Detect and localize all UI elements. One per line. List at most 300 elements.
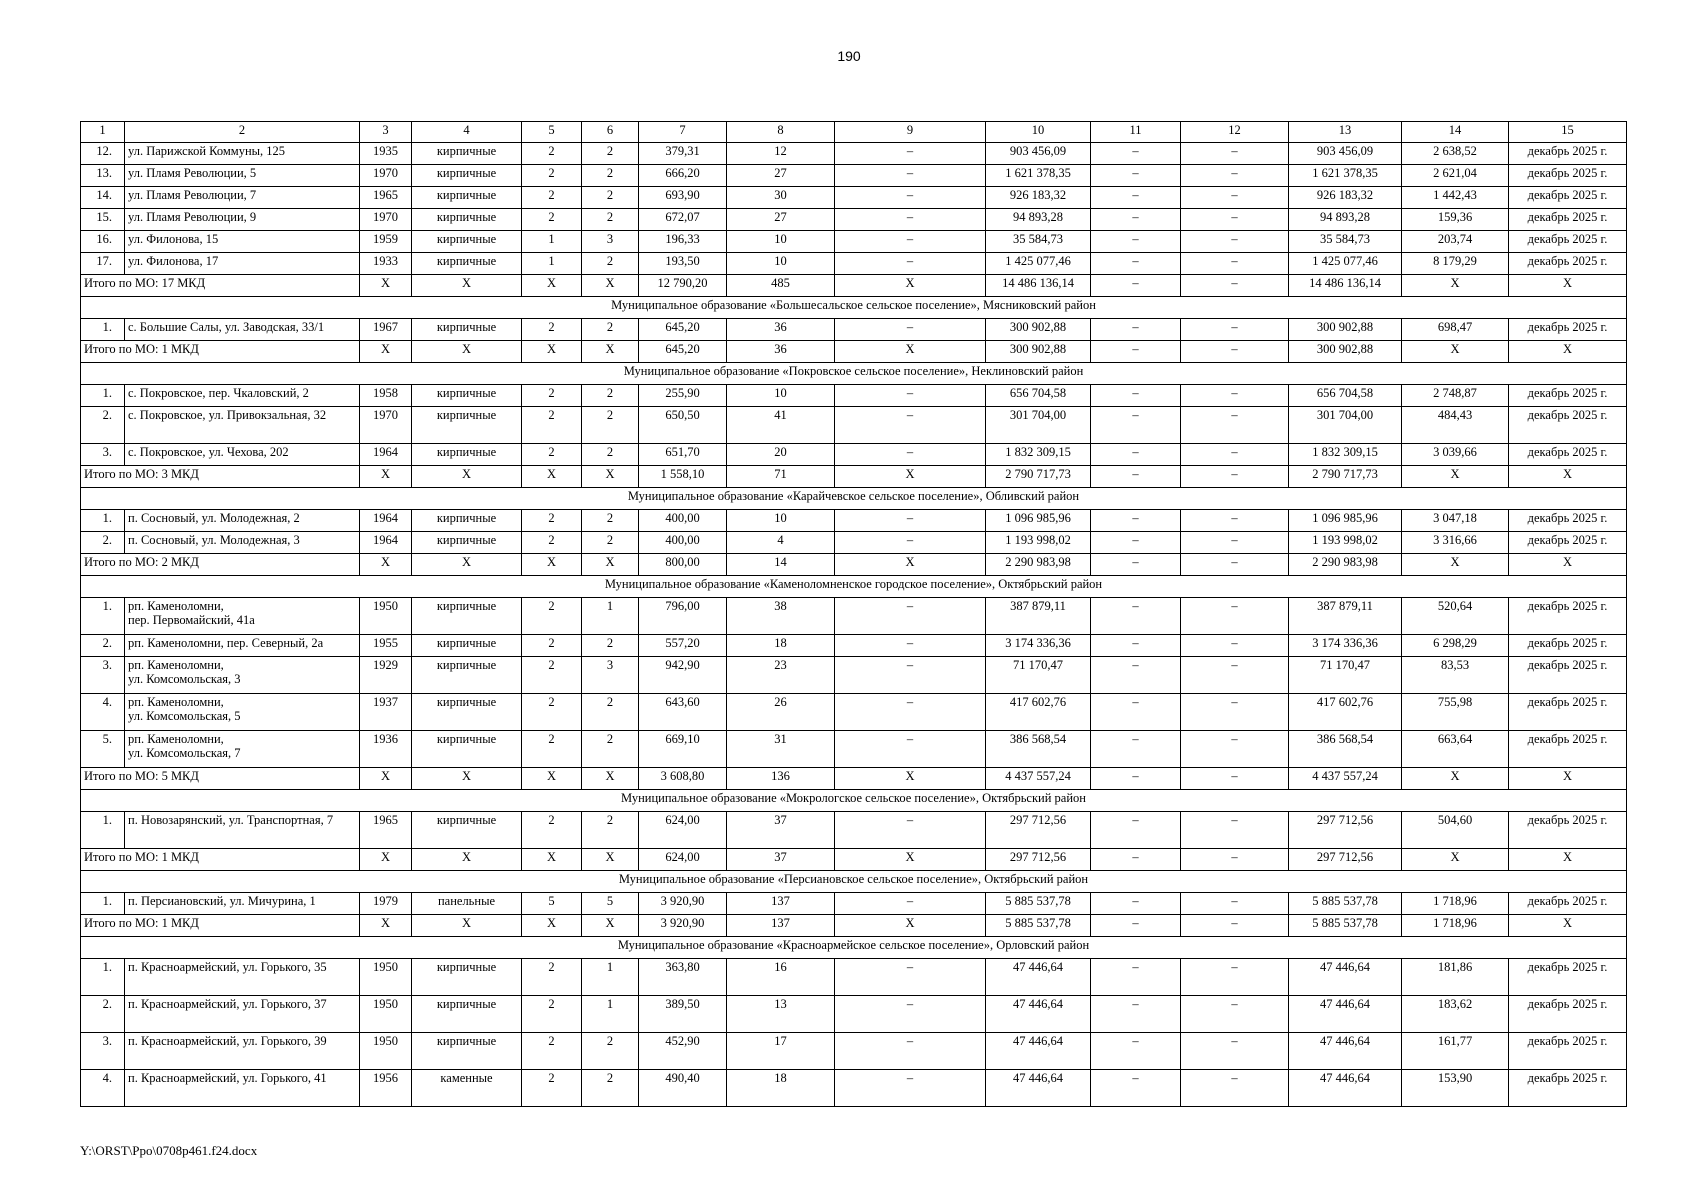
table-cell: декабрь 2025 г. <box>1509 893 1627 915</box>
table-cell: – <box>1181 657 1289 694</box>
table-cell: 2 <box>582 1033 639 1070</box>
table-cell: 2 <box>522 510 582 532</box>
table-cell: 1929 <box>360 657 412 694</box>
table-cell: 903 456,09 <box>1289 143 1402 165</box>
row-number: 14. <box>81 187 125 209</box>
table-cell: 2 <box>522 996 582 1033</box>
column-header: 9 <box>835 122 986 143</box>
table-cell: 27 <box>727 165 835 187</box>
total-cell: X <box>1509 275 1627 297</box>
total-cell: – <box>1091 915 1181 937</box>
total-cell: X <box>412 275 522 297</box>
row-number: 1. <box>81 598 125 635</box>
total-label: Итого по МО: 1 МКД <box>81 915 360 937</box>
table-cell: 1950 <box>360 598 412 635</box>
total-cell: – <box>1091 849 1181 871</box>
table-cell: 2 <box>522 598 582 635</box>
column-header: 15 <box>1509 122 1627 143</box>
total-cell: 3 608,80 <box>639 768 727 790</box>
table-cell: декабрь 2025 г. <box>1509 635 1627 657</box>
table-cell: 203,74 <box>1402 231 1509 253</box>
table-cell: кирпичные <box>412 510 522 532</box>
row-number: 17. <box>81 253 125 275</box>
table-cell: – <box>835 731 986 768</box>
table-cell: панельные <box>412 893 522 915</box>
section-row <box>81 576 1627 598</box>
table-cell: – <box>1091 731 1181 768</box>
table-cell: 10 <box>727 385 835 407</box>
table-cell: – <box>1181 385 1289 407</box>
table-cell: 41 <box>727 407 835 444</box>
total-cell: X <box>1509 915 1627 937</box>
table-cell: – <box>1091 635 1181 657</box>
total-cell: – <box>1181 466 1289 488</box>
table-cell: – <box>1091 959 1181 996</box>
table-cell: 1 193 998,02 <box>1289 532 1402 554</box>
total-cell: – <box>1091 466 1181 488</box>
table-cell: – <box>835 893 986 915</box>
table-cell: 161,77 <box>1402 1033 1509 1070</box>
section-title: Муниципальное образование «Карайчевское сельское поселение», Обливский район <box>81 488 1627 510</box>
total-cell: 3 920,90 <box>639 915 727 937</box>
table-cell: 942,90 <box>639 657 727 694</box>
total-cell: X <box>835 849 986 871</box>
table-cell: 2 <box>582 731 639 768</box>
table-cell: – <box>1181 1070 1289 1107</box>
total-cell: 1 718,96 <box>1402 915 1509 937</box>
table-cell: – <box>1181 996 1289 1033</box>
table-row <box>81 444 1627 466</box>
table-cell: кирпичные <box>412 959 522 996</box>
table-cell: 645,20 <box>639 319 727 341</box>
table-cell: декабрь 2025 г. <box>1509 253 1627 275</box>
table-cell: 1950 <box>360 959 412 996</box>
table-cell: 5 <box>582 893 639 915</box>
table-cell: 31 <box>727 731 835 768</box>
table-cell: 94 893,28 <box>986 209 1091 231</box>
section-title: Муниципальное образование «Персиановское сельское поселение», Октябрьский район <box>81 871 1627 893</box>
table-row <box>81 209 1627 231</box>
table-cell: – <box>1091 1033 1181 1070</box>
table-cell: 379,31 <box>639 143 727 165</box>
address-cell: п. Красноармейский, ул. Горького, 39 <box>125 1033 360 1070</box>
table-cell: 47 446,64 <box>986 1070 1091 1107</box>
table-cell: 1 425 077,46 <box>1289 253 1402 275</box>
table-row <box>81 510 1627 532</box>
section-row <box>81 297 1627 319</box>
table-cell: – <box>1091 996 1181 1033</box>
table-cell: 650,50 <box>639 407 727 444</box>
table-cell: 6 298,29 <box>1402 635 1509 657</box>
table-cell: – <box>835 143 986 165</box>
total-row <box>81 554 1627 576</box>
table-cell: – <box>835 231 986 253</box>
table-cell: 12 <box>727 143 835 165</box>
table-cell: 2 <box>522 694 582 731</box>
address-cell: п. Сосновый, ул. Молодежная, 3 <box>125 532 360 554</box>
table-cell: 1936 <box>360 731 412 768</box>
total-cell: X <box>360 915 412 937</box>
table-cell: 557,20 <box>639 635 727 657</box>
total-cell: 14 486 136,14 <box>1289 275 1402 297</box>
row-number: 12. <box>81 143 125 165</box>
table-cell: 1935 <box>360 143 412 165</box>
table-cell: 1 096 985,96 <box>1289 510 1402 532</box>
total-cell: X <box>412 341 522 363</box>
table-cell: 386 568,54 <box>986 731 1091 768</box>
table-cell: 666,20 <box>639 165 727 187</box>
section-title: Муниципальное образование «Красноармейское сельское поселение», Орловский район <box>81 937 1627 959</box>
table-cell: 1979 <box>360 893 412 915</box>
address-cell: ул. Филонова, 15 <box>125 231 360 253</box>
total-cell: X <box>582 554 639 576</box>
table-cell: – <box>1181 165 1289 187</box>
column-header: 10 <box>986 122 1091 143</box>
total-cell: X <box>835 554 986 576</box>
total-cell: X <box>412 554 522 576</box>
total-cell: 800,00 <box>639 554 727 576</box>
total-cell: X <box>360 341 412 363</box>
address-cell: п. Красноармейский, ул. Горького, 41 <box>125 1070 360 1107</box>
total-cell: – <box>1091 275 1181 297</box>
table-cell: 5 885 537,78 <box>1289 893 1402 915</box>
total-cell: 297 712,56 <box>986 849 1091 871</box>
table-cell: – <box>835 532 986 554</box>
table-cell: 520,64 <box>1402 598 1509 635</box>
section-title: Муниципальное образование «Большесальское сельское поселение», Мясниковский район <box>81 297 1627 319</box>
total-cell: 300 902,88 <box>986 341 1091 363</box>
total-cell: 2 290 983,98 <box>986 554 1091 576</box>
total-label: Итого по МО: 3 МКД <box>81 466 360 488</box>
total-cell: X <box>582 849 639 871</box>
table-cell: – <box>1181 510 1289 532</box>
table-cell: кирпичные <box>412 598 522 635</box>
table-cell: – <box>835 635 986 657</box>
table-cell: 1964 <box>360 532 412 554</box>
table-cell: 2 <box>522 657 582 694</box>
total-cell: X <box>835 915 986 937</box>
row-number: 1. <box>81 385 125 407</box>
table-cell: – <box>835 996 986 1033</box>
table-cell: декабрь 2025 г. <box>1509 209 1627 231</box>
total-cell: X <box>522 554 582 576</box>
table-cell: – <box>835 187 986 209</box>
total-cell: 71 <box>727 466 835 488</box>
table-cell: 2 <box>582 694 639 731</box>
table-cell: 47 446,64 <box>986 996 1091 1033</box>
total-cell: X <box>1509 341 1627 363</box>
total-cell: X <box>522 768 582 790</box>
table-cell: 2 <box>582 1070 639 1107</box>
table-cell: кирпичные <box>412 731 522 768</box>
table-cell: 2 <box>522 959 582 996</box>
section-row <box>81 871 1627 893</box>
table-cell: – <box>835 165 986 187</box>
row-number: 15. <box>81 209 125 231</box>
total-cell: – <box>1181 275 1289 297</box>
table-cell: 36 <box>727 319 835 341</box>
table-cell: 3 174 336,36 <box>1289 635 1402 657</box>
total-row <box>81 915 1627 937</box>
table-cell: 417 602,76 <box>1289 694 1402 731</box>
table-cell: 255,90 <box>639 385 727 407</box>
table-cell: 300 902,88 <box>1289 319 1402 341</box>
table-cell: – <box>1091 694 1181 731</box>
table-cell: 484,43 <box>1402 407 1509 444</box>
housing-table <box>80 121 1627 1107</box>
table-cell: декабрь 2025 г. <box>1509 165 1627 187</box>
column-header: 7 <box>639 122 727 143</box>
table-cell: – <box>1181 407 1289 444</box>
table-cell: 1 621 378,35 <box>986 165 1091 187</box>
table-cell: 47 446,64 <box>1289 1070 1402 1107</box>
table-cell: 2 <box>582 319 639 341</box>
address-cell: ул. Парижской Коммуны, 125 <box>125 143 360 165</box>
table-cell: 926 183,32 <box>986 187 1091 209</box>
table-cell: 2 <box>582 187 639 209</box>
table-cell: 10 <box>727 510 835 532</box>
table-cell: 1 832 309,15 <box>986 444 1091 466</box>
table-cell: – <box>835 959 986 996</box>
table-cell: 656 704,58 <box>986 385 1091 407</box>
table-cell: 386 568,54 <box>1289 731 1402 768</box>
table-cell: декабрь 2025 г. <box>1509 319 1627 341</box>
table-cell: – <box>1181 731 1289 768</box>
table-cell: – <box>835 510 986 532</box>
table-cell: 2 <box>582 444 639 466</box>
total-cell: X <box>1509 768 1627 790</box>
table-cell: – <box>1181 231 1289 253</box>
address-cell: п. Персиановский, ул. Мичурина, 1 <box>125 893 360 915</box>
row-number: 2. <box>81 635 125 657</box>
table-cell: – <box>1091 319 1181 341</box>
total-cell: – <box>1181 341 1289 363</box>
table-cell: кирпичные <box>412 694 522 731</box>
column-header: 2 <box>125 122 360 143</box>
table-cell: – <box>1091 209 1181 231</box>
address-cell: с. Покровское, пер. Чкаловский, 2 <box>125 385 360 407</box>
column-header: 14 <box>1402 122 1509 143</box>
header-row <box>81 122 1627 143</box>
table-cell: 10 <box>727 231 835 253</box>
table-cell: 1 <box>582 598 639 635</box>
column-header: 13 <box>1289 122 1402 143</box>
section-title: Муниципальное образование «Покровское сельское поселение», Неклиновский район <box>81 363 1627 385</box>
table-cell: декабрь 2025 г. <box>1509 510 1627 532</box>
table-cell: 301 704,00 <box>986 407 1091 444</box>
address-cell: с. Покровское, ул. Чехова, 202 <box>125 444 360 466</box>
total-cell: 14 486 136,14 <box>986 275 1091 297</box>
table-cell: – <box>1091 532 1181 554</box>
table-row <box>81 635 1627 657</box>
table-cell: 1950 <box>360 1033 412 1070</box>
table-cell: – <box>1091 1070 1181 1107</box>
address-cell: ул. Филонова, 17 <box>125 253 360 275</box>
table-row <box>81 657 1627 694</box>
table-row <box>81 812 1627 849</box>
table-cell: декабрь 2025 г. <box>1509 694 1627 731</box>
address-cell: рп. Каменоломни, пер. Северный, 2а <box>125 635 360 657</box>
table-cell: 1967 <box>360 319 412 341</box>
table-row <box>81 996 1627 1033</box>
table-cell: 71 170,47 <box>1289 657 1402 694</box>
total-cell: 137 <box>727 915 835 937</box>
section-row <box>81 488 1627 510</box>
table-cell: 2 <box>582 385 639 407</box>
table-row <box>81 959 1627 996</box>
table-cell: – <box>1091 598 1181 635</box>
table-cell: – <box>1181 532 1289 554</box>
table-row <box>81 319 1627 341</box>
address-cell: с. Большие Салы, ул. Заводская, 33/1 <box>125 319 360 341</box>
table-cell: 1965 <box>360 187 412 209</box>
table-cell: 297 712,56 <box>986 812 1091 849</box>
table-cell: кирпичные <box>412 253 522 275</box>
table-cell: кирпичные <box>412 165 522 187</box>
page-number: 190 <box>837 48 861 64</box>
address-cell: рп. Каменоломни, ул. Комсомольская, 7 <box>125 731 360 768</box>
total-cell: 2 790 717,73 <box>1289 466 1402 488</box>
table-cell: 300 902,88 <box>986 319 1091 341</box>
total-cell: X <box>835 768 986 790</box>
total-row <box>81 275 1627 297</box>
total-cell: X <box>582 275 639 297</box>
total-cell: X <box>835 466 986 488</box>
table-cell: 1 <box>582 959 639 996</box>
address-cell: п. Сосновый, ул. Молодежная, 2 <box>125 510 360 532</box>
table-cell: 3 <box>582 231 639 253</box>
total-cell: 300 902,88 <box>1289 341 1402 363</box>
table-cell: 1970 <box>360 407 412 444</box>
table-cell: кирпичные <box>412 812 522 849</box>
table-row <box>81 1070 1627 1107</box>
table-cell: 1933 <box>360 253 412 275</box>
table-cell: 8 179,29 <box>1402 253 1509 275</box>
total-cell: 5 885 537,78 <box>1289 915 1402 937</box>
table-cell: декабрь 2025 г. <box>1509 187 1627 209</box>
table-cell: 698,47 <box>1402 319 1509 341</box>
total-cell: 37 <box>727 849 835 871</box>
table-cell: 1 <box>522 253 582 275</box>
table-cell: 20 <box>727 444 835 466</box>
table-cell: – <box>835 407 986 444</box>
column-header: 8 <box>727 122 835 143</box>
table-cell: декабрь 2025 г. <box>1509 959 1627 996</box>
table-cell: – <box>1091 165 1181 187</box>
table-cell: кирпичные <box>412 187 522 209</box>
total-label: Итого по МО: 17 МКД <box>81 275 360 297</box>
table-cell: 2 <box>582 510 639 532</box>
table-cell: декабрь 2025 г. <box>1509 598 1627 635</box>
table-cell: декабрь 2025 г. <box>1509 1033 1627 1070</box>
total-cell: X <box>1509 554 1627 576</box>
table-cell: 23 <box>727 657 835 694</box>
table-cell: 47 446,64 <box>1289 959 1402 996</box>
table-cell: кирпичные <box>412 143 522 165</box>
table-cell: – <box>1181 319 1289 341</box>
table-cell: кирпичные <box>412 385 522 407</box>
table-cell: 2 <box>522 812 582 849</box>
total-cell: – <box>1091 554 1181 576</box>
row-number: 1. <box>81 510 125 532</box>
table-cell: 83,53 <box>1402 657 1509 694</box>
table-cell: – <box>1091 657 1181 694</box>
table-cell: 1 <box>582 996 639 1033</box>
table-cell: – <box>835 1070 986 1107</box>
table-cell: – <box>1091 893 1181 915</box>
table-cell: кирпичные <box>412 635 522 657</box>
table-cell: – <box>835 657 986 694</box>
table-cell: 672,07 <box>639 209 727 231</box>
total-cell: X <box>1509 466 1627 488</box>
total-cell: 14 <box>727 554 835 576</box>
table-cell: 926 183,32 <box>1289 187 1402 209</box>
table-cell: декабрь 2025 г. <box>1509 812 1627 849</box>
table-cell: 18 <box>727 1070 835 1107</box>
table-cell: декабрь 2025 г. <box>1509 385 1627 407</box>
table-cell: 2 <box>522 1070 582 1107</box>
table-row <box>81 1033 1627 1070</box>
table-cell: 1965 <box>360 812 412 849</box>
table-cell: 389,50 <box>639 996 727 1033</box>
table-row <box>81 385 1627 407</box>
table-cell: 2 <box>522 444 582 466</box>
table-cell: 656 704,58 <box>1289 385 1402 407</box>
row-number: 2. <box>81 996 125 1033</box>
total-cell: 485 <box>727 275 835 297</box>
table-cell: 643,60 <box>639 694 727 731</box>
total-cell: X <box>360 275 412 297</box>
table-cell: 3 920,90 <box>639 893 727 915</box>
total-cell: X <box>835 341 986 363</box>
table-cell: 1970 <box>360 209 412 231</box>
table-cell: – <box>1091 253 1181 275</box>
table-cell: 400,00 <box>639 532 727 554</box>
table-cell: 2 <box>582 407 639 444</box>
column-header: 11 <box>1091 122 1181 143</box>
table-cell: 2 <box>582 635 639 657</box>
table-cell: 693,90 <box>639 187 727 209</box>
total-cell: X <box>522 341 582 363</box>
table-cell: декабрь 2025 г. <box>1509 1070 1627 1107</box>
table-cell: 3 316,66 <box>1402 532 1509 554</box>
row-number: 4. <box>81 1070 125 1107</box>
total-cell: X <box>1402 341 1509 363</box>
table-cell: 1964 <box>360 510 412 532</box>
section-title: Муниципальное образование «Каменоломненское городское поселение», Октябрьский район <box>81 576 1627 598</box>
table-row <box>81 598 1627 635</box>
table-cell: 796,00 <box>639 598 727 635</box>
table-cell: – <box>1181 694 1289 731</box>
table-cell: – <box>1091 444 1181 466</box>
table-cell: 1 718,96 <box>1402 893 1509 915</box>
table-cell: 27 <box>727 209 835 231</box>
table-cell: 5 885 537,78 <box>986 893 1091 915</box>
table-cell: – <box>835 319 986 341</box>
table-row <box>81 731 1627 768</box>
row-number: 16. <box>81 231 125 253</box>
total-cell: X <box>360 466 412 488</box>
total-cell: X <box>1402 275 1509 297</box>
total-cell: X <box>522 915 582 937</box>
table-cell: 2 <box>582 209 639 231</box>
table-cell: 417 602,76 <box>986 694 1091 731</box>
total-label: Итого по МО: 2 МКД <box>81 554 360 576</box>
section-row <box>81 363 1627 385</box>
table-cell: 651,70 <box>639 444 727 466</box>
table-cell: 2 <box>582 532 639 554</box>
table-cell: 301 704,00 <box>1289 407 1402 444</box>
